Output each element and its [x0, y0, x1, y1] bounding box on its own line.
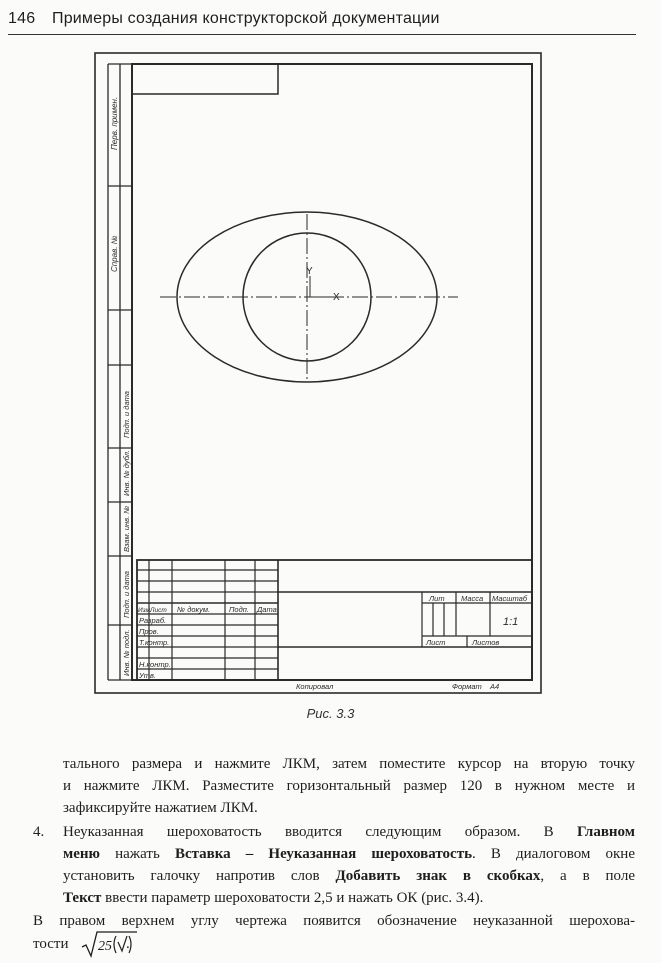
running-title: Примеры создания конструкторской документации: [52, 10, 440, 27]
side-label-perv: Перв. примен.: [110, 96, 119, 150]
bracket-left: [114, 936, 116, 953]
tb-format: Формат: [452, 682, 482, 691]
item4-line4: Текст ввести параметр шероховатости 2,5 и нажать ОК (рис. 3.4).: [63, 890, 484, 906]
tb-row-utv: Утв.: [139, 671, 157, 680]
tb-row-nkontr: Н.контр.: [139, 660, 171, 669]
tb-copied: Копировал: [296, 682, 334, 691]
item-number: 4.: [33, 824, 45, 840]
tb-col-list: Лист: [150, 607, 167, 614]
side-label-podp-1: Подп. и дата: [122, 391, 131, 438]
tb-scale-value: 1:1: [503, 616, 519, 628]
tb-massa: Масса: [461, 594, 484, 603]
tb-row-prov: Пров.: [139, 627, 159, 636]
page-number: 146: [8, 10, 36, 27]
roughness-value: 25: [98, 939, 112, 954]
tb-col-doc: № докум.: [177, 605, 211, 614]
para2-line2: тости: [33, 936, 69, 952]
title-block: [137, 560, 532, 680]
tb-sheets: Листов: [472, 638, 500, 647]
side-label-sprav: Справ. №: [110, 235, 119, 272]
end-punctuation: .: [126, 936, 130, 952]
tb-sheet: Лист: [426, 638, 446, 647]
para2-line1: В правом верхнем углу чертежа появится обозначение неуказанной шерохова-: [33, 913, 635, 929]
para1-line3: зафиксируйте нажатием ЛКМ.: [63, 800, 258, 816]
tb-lit: Лит: [429, 594, 445, 603]
item4-line3: установить галочку напротив слов Добавить знак в скобках, а в поле: [63, 868, 636, 884]
axis-y-label: Y: [306, 266, 313, 277]
tb-row-razrab: Разраб.: [139, 616, 167, 625]
sheet-inner-frame: [132, 64, 532, 680]
tb-col-podp: Подп.: [229, 605, 249, 614]
item4-line1: Неуказанная шероховатость вводится следующим образом. В Главном: [63, 824, 635, 840]
axis-x-label: X: [333, 292, 340, 303]
figure-caption: Рис. 3.3: [306, 706, 355, 721]
tb-col-izm: Изм.: [138, 607, 152, 614]
side-label-vzam: Взам. инв. №: [122, 505, 131, 552]
tb-row-tkontr: Т.контр.: [139, 638, 170, 647]
tb-format-value: А4: [490, 682, 500, 691]
side-label-inv-podl: Инв. № подл.: [122, 629, 131, 676]
tb-masshtab: Масштаб: [492, 594, 528, 603]
side-label-podp-2: Подп. и дата: [122, 571, 131, 618]
para1-line1: тального размера и нажмите ЛКМ, затем поместите курсор на вторую точку: [63, 756, 635, 772]
item4-line2: меню нажать Вставка – Неуказанная шероховатость. В диалоговом окне: [63, 846, 635, 862]
side-label-inv-dubl: Инв. № дубл.: [122, 449, 131, 496]
top-left-box: [132, 64, 278, 94]
para1-line2: и нажмите ЛКМ. Разместите горизонтальный размер 120 в нужном месте и: [63, 778, 635, 794]
tb-col-data: Дата: [257, 605, 277, 614]
